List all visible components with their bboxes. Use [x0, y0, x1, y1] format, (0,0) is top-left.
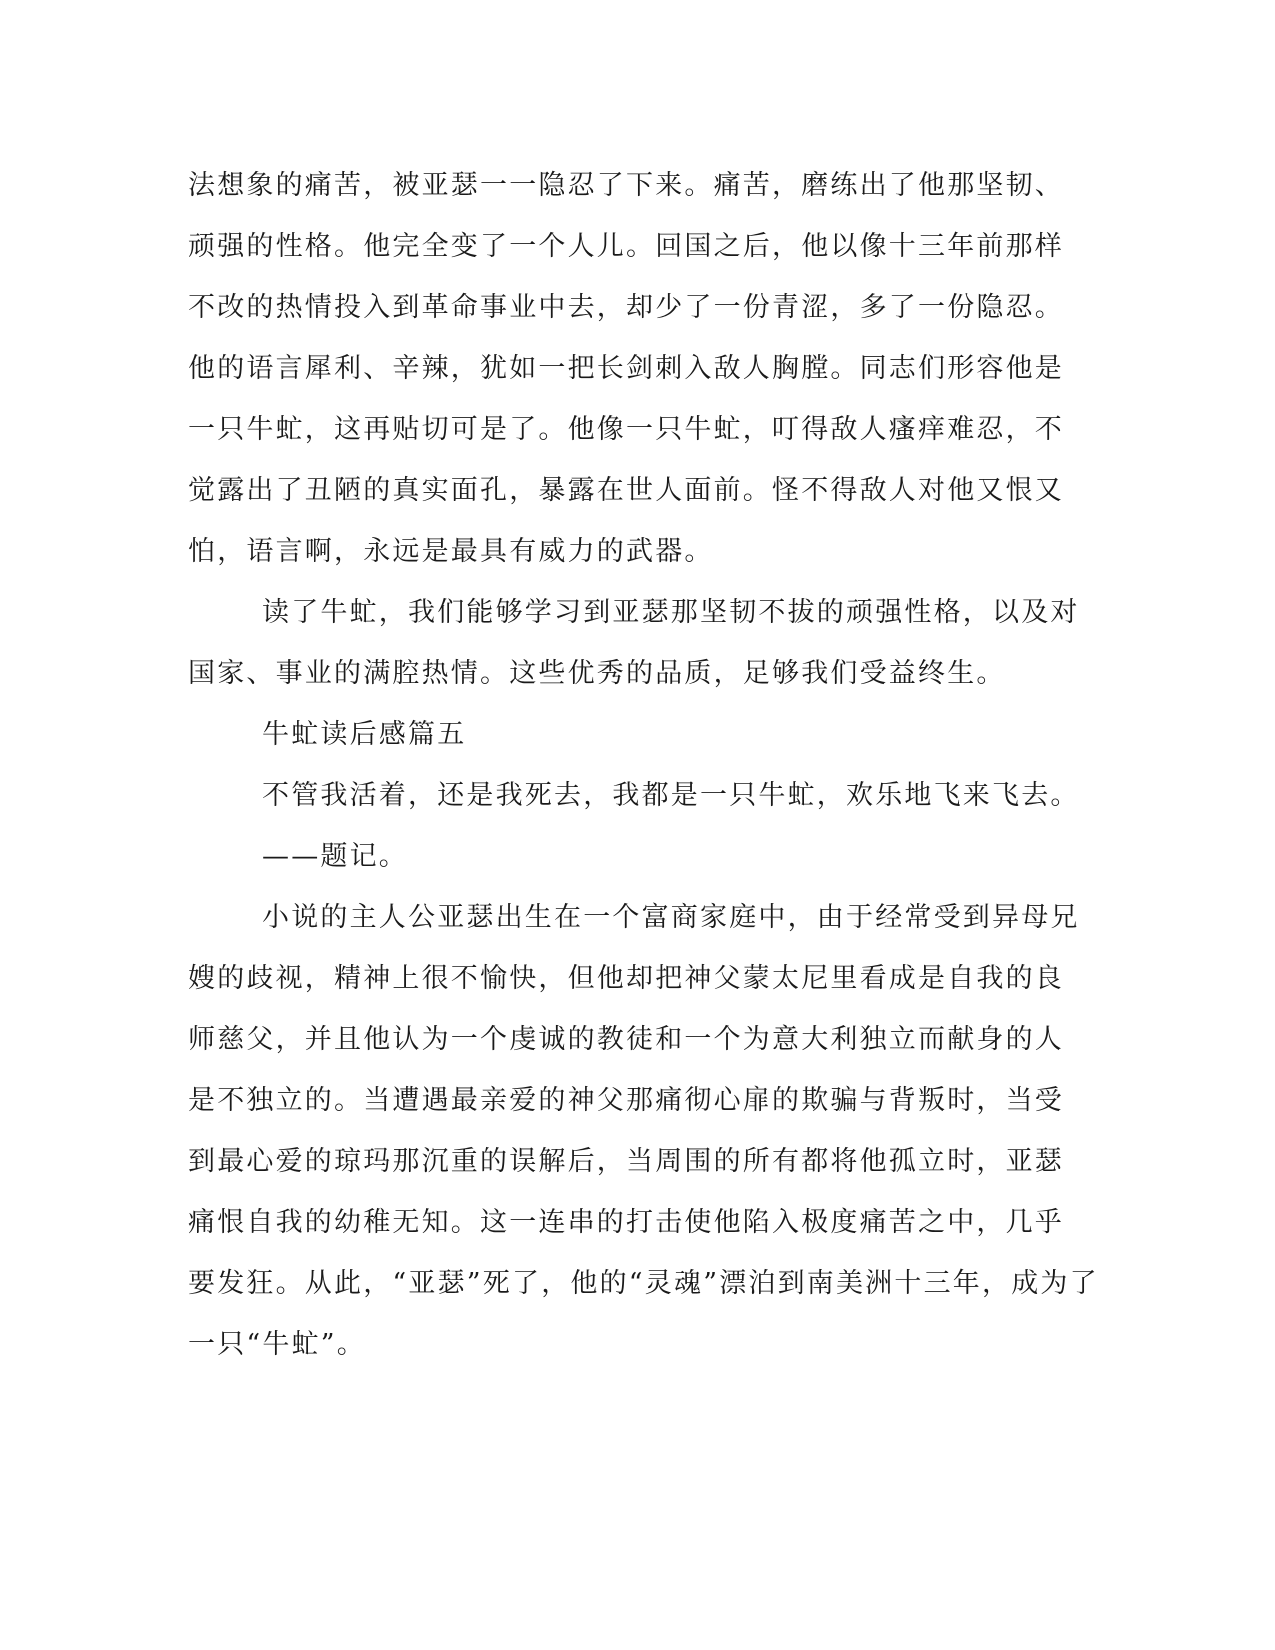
epigraph-attribution — [188, 826, 1068, 887]
text-line: 觉露出了丑陋的真实面孔，暴露在世人面前。怪不得敌人对他又恨又 — [188, 475, 1064, 506]
text-line: 国家、事业的满腔热情。这些优秀的品质，足够我们受益终生。 — [188, 658, 1006, 689]
text-line: 他的语言犀利、辛辣，犹如一把长剑刺入敌人胸膛。同志们形容他是 — [188, 353, 1064, 384]
text-line: 要发狂。从此，“亚瑟”死了，他的“灵魂”漂泊到南美洲十三年，成为了 — [188, 1268, 1099, 1299]
text-line: 嫂的歧视，精神上很不愉快，但他却把神父蒙太尼里看成是自我的良 — [188, 963, 1064, 994]
text-line: 顽强的性格。他完全变了一个人儿。回国之后，他以像十三年前那样 — [188, 231, 1064, 262]
text-line: 读了牛虻，我们能够学习到亚瑟那坚韧不拔的顽强性格，以及对 — [262, 597, 1080, 628]
text-line: 法想象的痛苦，被亚瑟一一隐忍了下来。痛苦，磨练出了他那坚韧、 — [188, 170, 1064, 201]
paragraph-conclusion — [188, 582, 1080, 704]
text-line: 怕，语言啊，永远是最具有威力的武器。 — [188, 536, 714, 567]
section-heading — [188, 704, 1068, 765]
attribution-text: ——题记。 — [262, 841, 408, 872]
text-line: 师慈父，并且他认为一个虔诚的教徒和一个为意大利独立而献身的人 — [188, 1024, 1064, 1055]
text-line: 痛恨自我的幼稚无知。这一连串的打击使他陷入极度痛苦之中，几乎 — [188, 1207, 1064, 1238]
heading-text: 牛虻读后感篇五 — [262, 719, 467, 750]
text-line: 是不独立的。当遭遇最亲爱的神父那痛彻心扉的欺骗与背叛时，当受 — [188, 1085, 1064, 1116]
text-line: 不改的热情投入到革命事业中去，却少了一份青涩，多了一份隐忍。 — [188, 292, 1064, 323]
text-line: 一只“牛虻”。 — [188, 1329, 367, 1360]
document-body — [188, 155, 1099, 1375]
paragraph-body — [188, 887, 1099, 1375]
text-line: 一只牛虻，这再贴切可是了。他像一只牛虻，叮得敌人瘙痒难忍，不 — [188, 414, 1064, 445]
epigraph — [188, 765, 1080, 826]
paragraph-continuation — [188, 155, 1068, 582]
text-line: 到最心爱的琼玛那沉重的误解后，当周围的所有都将他孤立时，亚瑟 — [188, 1146, 1064, 1177]
text-line: 小说的主人公亚瑟出生在一个富商家庭中，由于经常受到异母兄 — [262, 902, 1080, 933]
epigraph-text: 不管我活着，还是我死去，我都是一只牛虻，欢乐地飞来飞去。 — [262, 780, 1080, 811]
